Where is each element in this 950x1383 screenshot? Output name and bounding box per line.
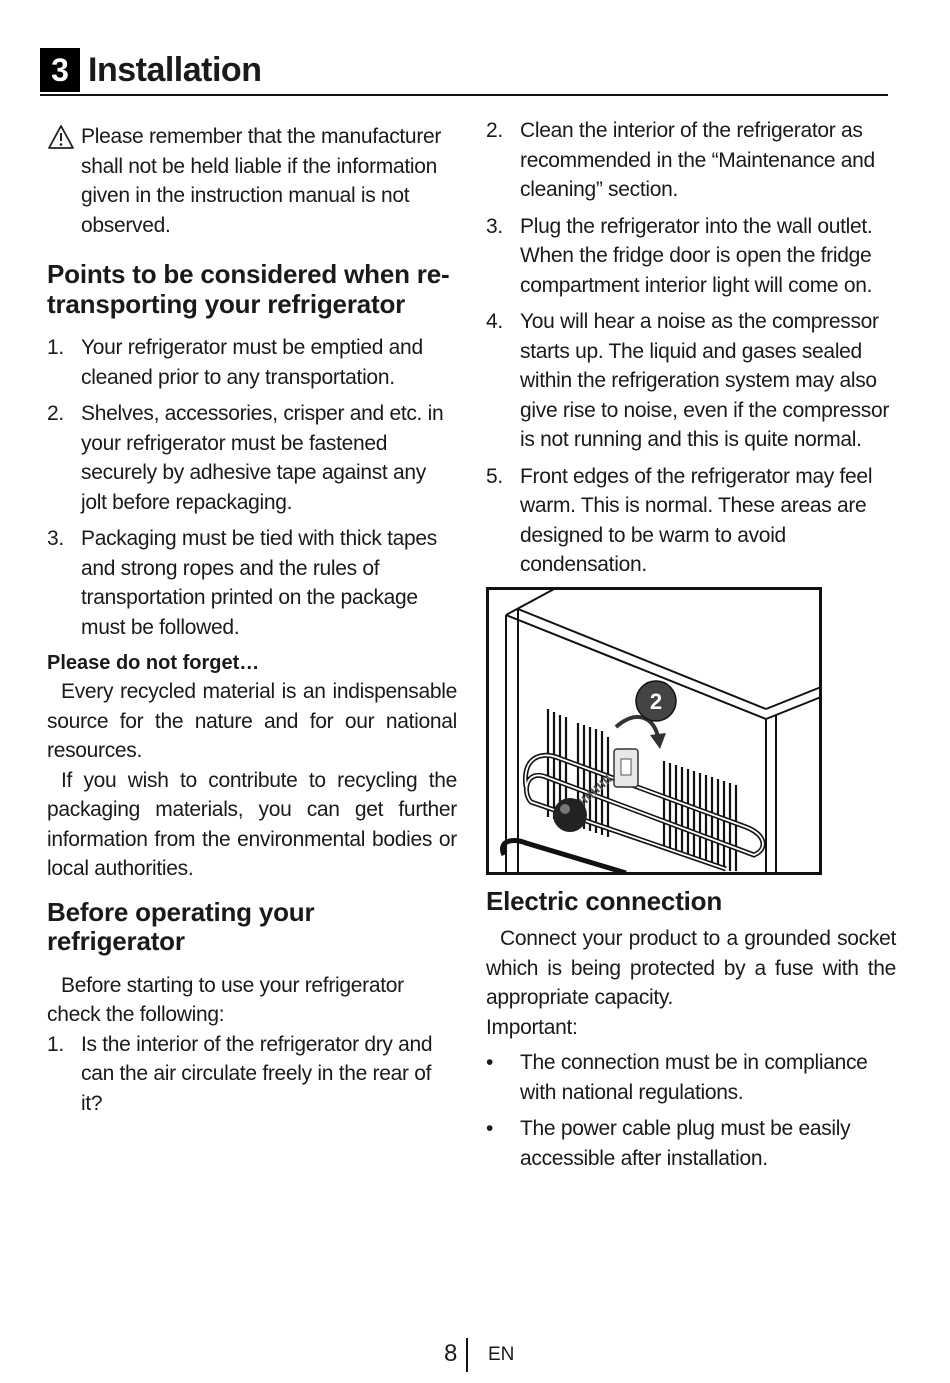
warning-note: [47, 122, 457, 240]
warning-triangle-icon: [47, 124, 75, 150]
list-item-number: 4.: [486, 310, 503, 333]
right-column: [486, 116, 896, 1180]
page-footer: [0, 1338, 950, 1372]
list-item-number: 3.: [486, 214, 503, 238]
list-item-text: The connection must be in compliance with national regulations.: [520, 1051, 868, 1104]
before-operating-list: [47, 1030, 457, 1119]
chapter-header: [40, 48, 888, 96]
chapter-number: 3: [40, 48, 80, 92]
retransport-list: [47, 333, 457, 642]
list-item: [486, 1114, 896, 1173]
footer-divider: [466, 1338, 468, 1372]
reminder-paragraph: Every recycled material is an indispensable source for the nature and for our national resources.: [47, 680, 457, 762]
list-item-text: Shelves, accessories, crisper and etc. in your refrigerator must be fastened securely by adhesive tape against any jolt before repackaging.: [81, 402, 444, 514]
list-item-number: 5.: [486, 464, 503, 488]
left-column: [47, 118, 457, 1125]
list-item: [486, 116, 896, 205]
list-item: [486, 212, 896, 301]
list-item-text: Your refrigerator must be emptied and cleaned prior to any transportation.: [81, 336, 423, 389]
list-item-number: 2.: [47, 402, 64, 425]
electric-bullet-list: [486, 1048, 896, 1173]
refrigerator-back-illustration: [486, 587, 822, 875]
list-item-text: Packaging must be tied with thick tapes and strong ropes and the rules of transportation printed on the package must be followed.: [81, 527, 437, 639]
list-item: [47, 524, 457, 642]
figure-step-label: 2: [649, 688, 663, 714]
bullet-icon: •: [486, 1117, 494, 1140]
before-operating-intro: Before starting to use your refrigerator check the following:: [47, 973, 404, 1026]
list-item-text: Is the interior of the refrigerator dry and can the air circulate freely in the rear of it?: [81, 1032, 433, 1115]
warning-text: Please remember that the manufacturer shall not be held liable if the information given in the instruction manual is not observed.: [81, 125, 442, 237]
important-label: Important:: [486, 1015, 578, 1039]
chapter-title: Installation: [88, 51, 262, 89]
page-number: 8: [444, 1340, 458, 1367]
list-item-number: 1.: [47, 1032, 64, 1056]
list-item: [47, 1030, 457, 1119]
list-item: [47, 399, 457, 517]
list-item-text: The power cable plug must be easily accessible after installation.: [520, 1117, 851, 1170]
section-title-electric-connection: Electric connection: [486, 885, 723, 916]
list-item-number: 1.: [47, 336, 64, 359]
list-item-text: Front edges of the refrigerator may feel warm. This is normal. These areas are designed to be warm to avoid condensation.: [520, 464, 873, 576]
list-item-number: 3.: [47, 527, 64, 550]
section-title-retransport: Points to be considered when re-transporting your refrigerator: [47, 259, 450, 319]
list-item: [486, 462, 896, 580]
list-item: [486, 307, 896, 455]
before-operating-list-continued: [486, 116, 896, 580]
section-title-before-operating: Before operating your refrigerator: [47, 896, 315, 956]
list-item: [47, 333, 457, 392]
reminder-paragraph: If you wish to contribute to recycling the packaging materials, you can get further information from the environmental bodies or local authorities.: [47, 768, 457, 880]
list-item: [486, 1048, 896, 1107]
electric-paragraph: Connect your product to a grounded socket which is being protected by a fuse with the appropriate capacity.: [486, 927, 896, 1009]
list-item-text: Plug the refrigerator into the wall outlet. When the fridge door is open the fridge compartment interior light will come on.: [520, 214, 873, 297]
list-item-number: 2.: [486, 119, 503, 142]
list-item-text: Clean the interior of the refrigerator as recommended in the “Maintenance and cleaning” section.: [520, 119, 875, 201]
list-item-text: You will hear a noise as the compressor starts up. The liquid and gases sealed within the refrigeration system may also give rise to noise, even if the compressor is not running and this is quite normal.: [520, 310, 890, 451]
condenser-illustration: [486, 587, 822, 875]
reminder-title: Please do not forget…: [47, 652, 260, 674]
language-code: EN: [488, 1344, 515, 1365]
bullet-icon: •: [486, 1051, 494, 1074]
